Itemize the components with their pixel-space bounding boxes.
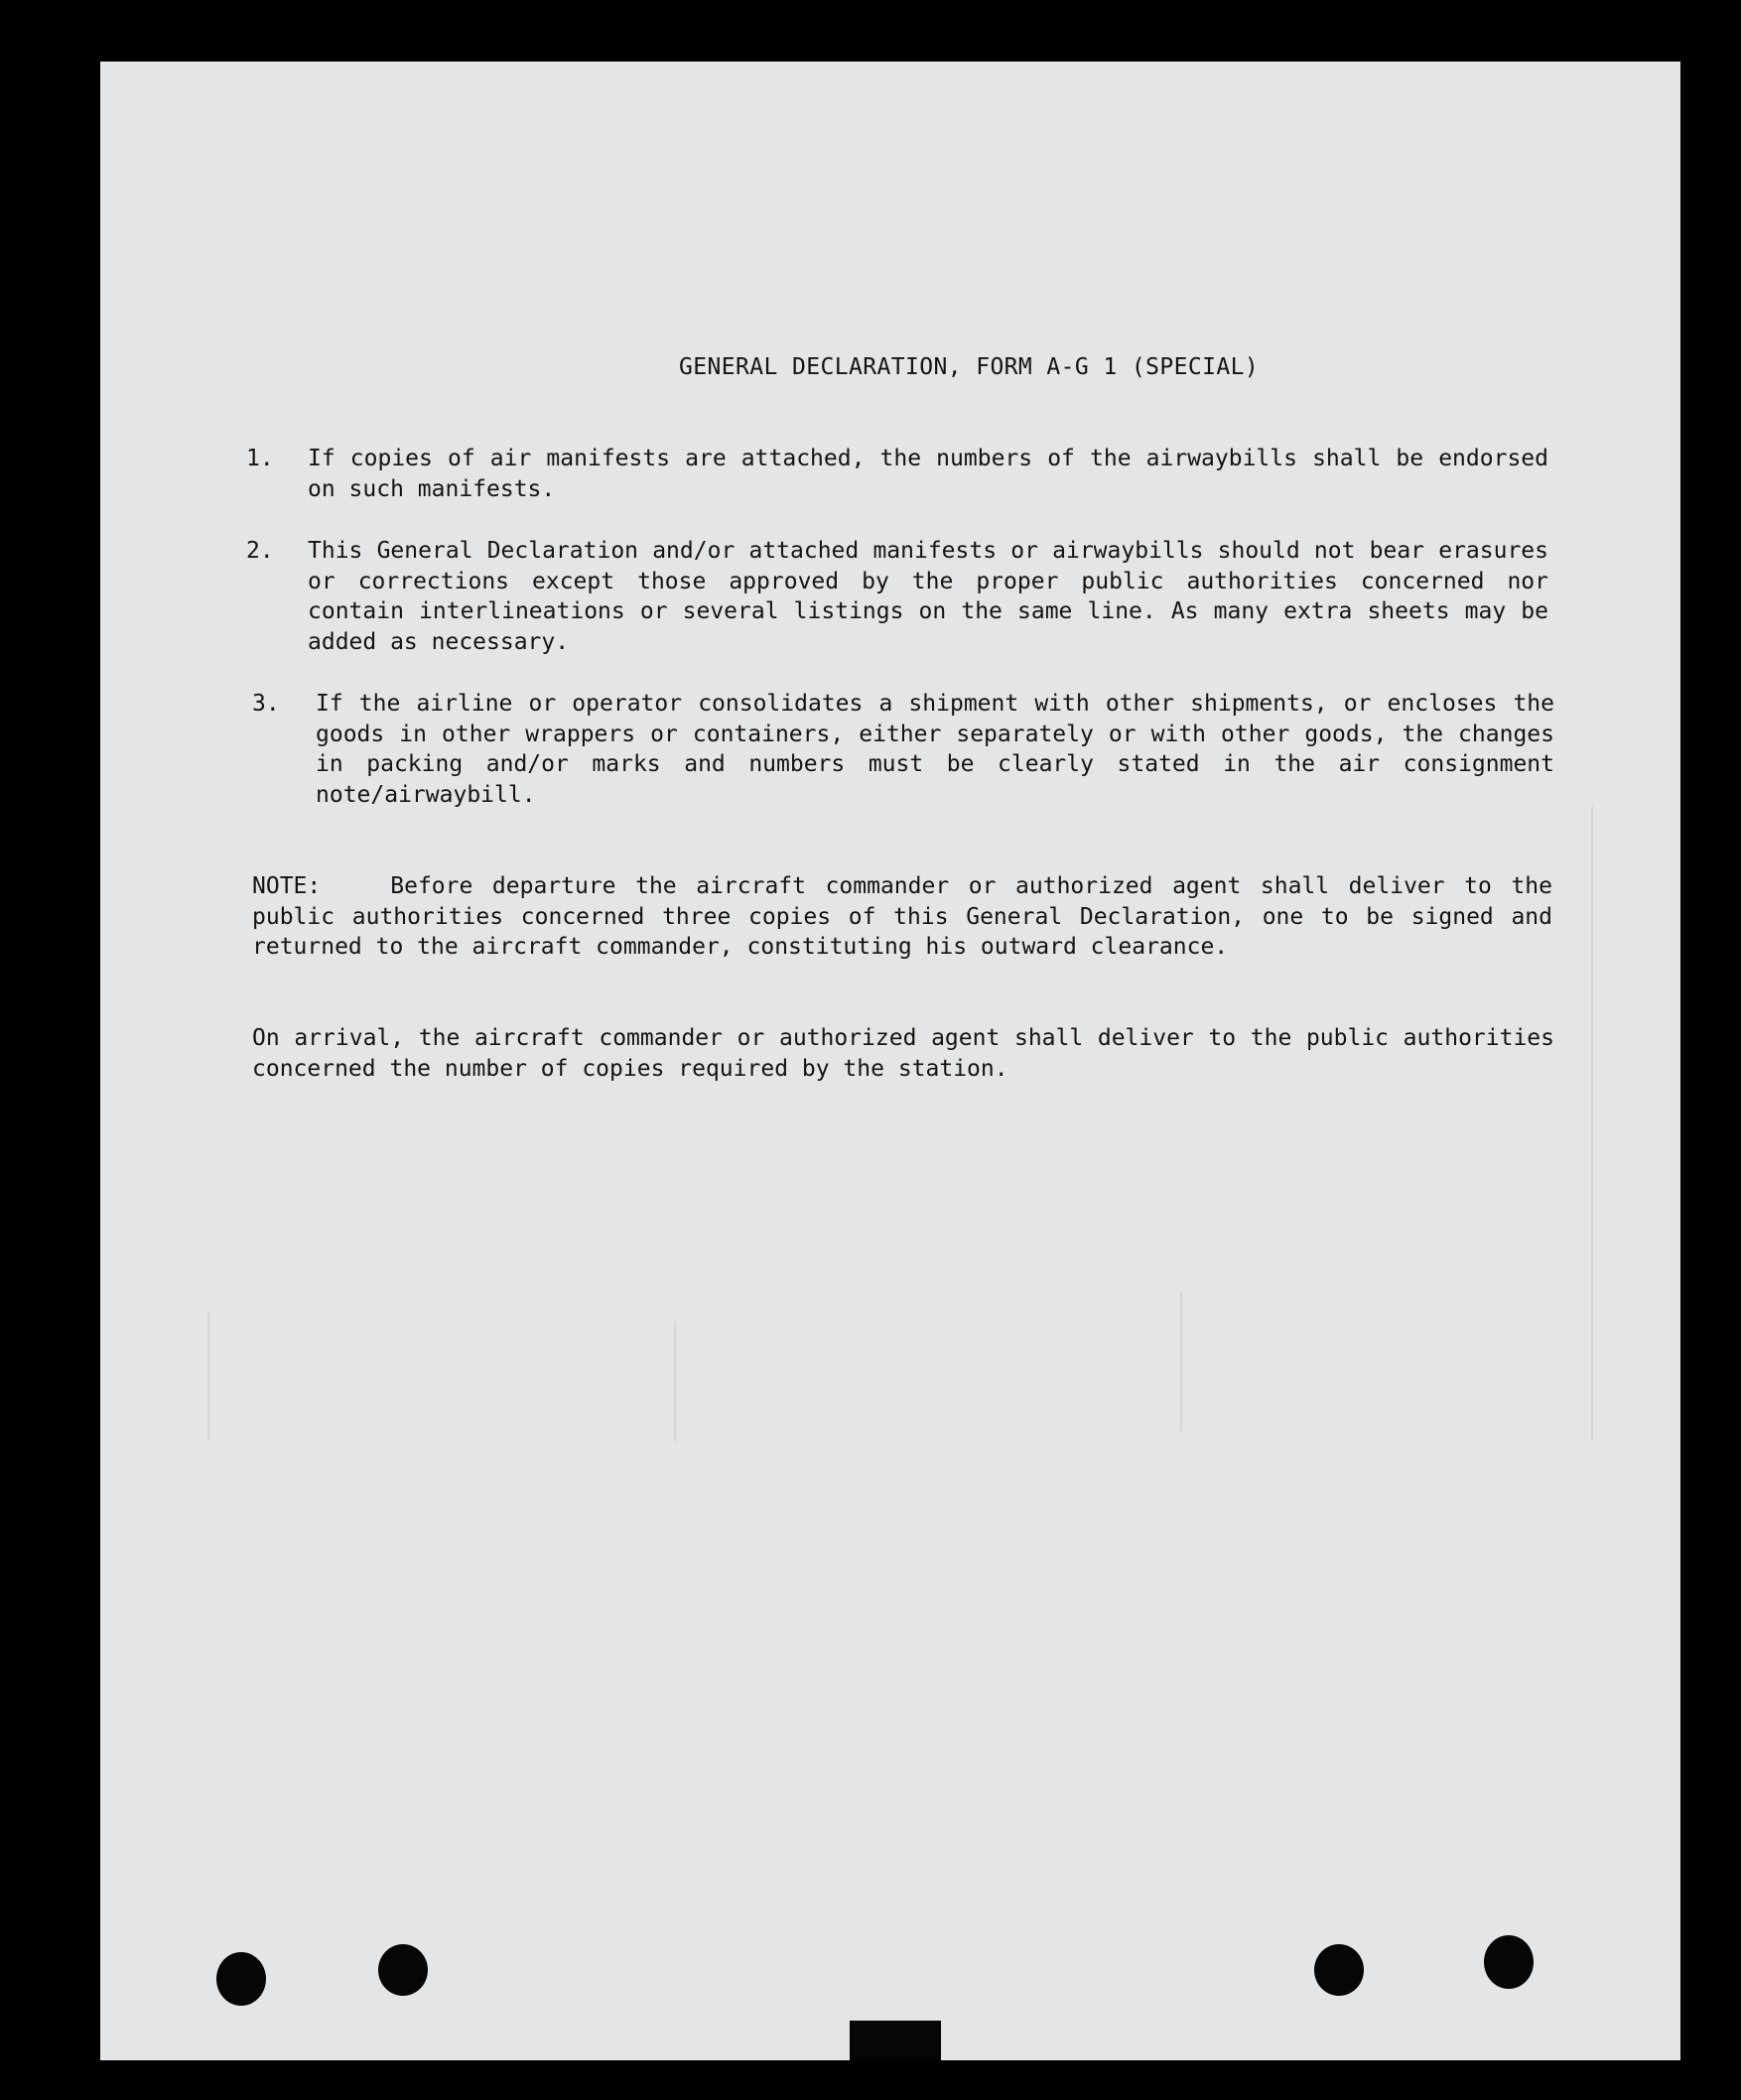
arrival-paragraph: On arrival, the aircraft commander or authorized agent shall deliver to the public authorities concerned the number of copies required by the station. [252, 1025, 1554, 1082]
show-through-line [1591, 806, 1593, 1441]
binding-tab [850, 2021, 941, 2060]
document-page [100, 62, 1680, 2060]
punch-hole [1484, 1935, 1534, 1989]
item-number: 1. [246, 446, 274, 471]
punch-hole [216, 1952, 266, 2006]
item-text: If copies of air manifests are attached, the numbers of the airwaybills shall be endorsed on such manifests. [308, 446, 1548, 502]
note-paragraph [252, 871, 1552, 963]
note-label: NOTE: [252, 873, 322, 899]
show-through-line [207, 1312, 209, 1441]
item-number: 3. [252, 691, 280, 717]
item-number: 2. [246, 538, 274, 564]
punch-hole [1314, 1944, 1364, 1996]
page-title: GENERAL DECLARATION, FORM A-G 1 (SPECIAL) [679, 354, 1260, 380]
punch-hole [378, 1944, 428, 1996]
item-text: This General Declaration and/or attached manifests or airwaybills should not bear erasures or corrections except those approved by the proper public authorities concerned nor contain interlineations or several listings on the same line. As many extra sheets may be added as necessary. [308, 538, 1548, 655]
show-through-line [674, 1322, 676, 1441]
show-through-line [1180, 1292, 1182, 1431]
item-text: If the airline or operator consolidates a shipment with other shipments, or encloses the goods in other wrappers or containers, either separately or with other goods, the changes in packing and/or marks and numbers must be clearly stated in the air consignment note/airwaybill. [316, 691, 1554, 808]
note-text: Before departure the aircraft commander or authorized agent shall deliver to the public authorities concerned three copies of this General Declaration, one to be signed and returned to the aircraft commander, constituting his outward clearance. [252, 873, 1552, 960]
